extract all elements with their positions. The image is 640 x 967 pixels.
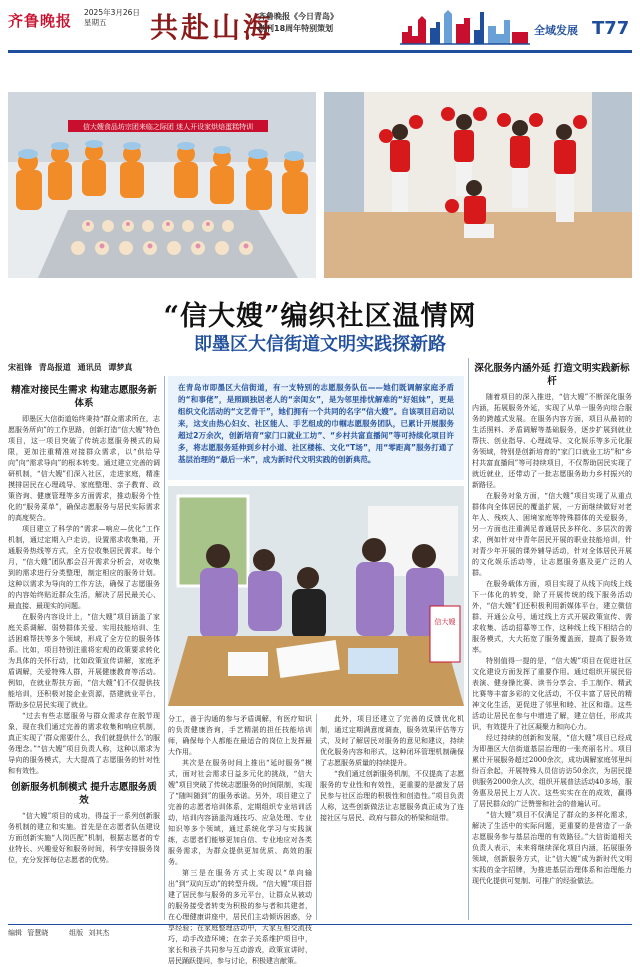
section-heading-1: 精准对接民生需求 构建志愿服务新体系: [11, 385, 157, 409]
section-heading-3: 深化服务内涵外延 打造文明实践新标杆: [474, 363, 630, 387]
paragraph: 在服务载体方面，项目实现了从线下向线上线下一体化的转变，除了开展传统的线下服务活动外，“信大嫂”们还积极利用新媒体平台，建立微信群、开通公众号，通过线上方式开展政策宣传、需求收集、活动招募等工作，这种线上线下相结合的服务模式，大大拓宽了服务覆盖面，提高了服务效率。: [472, 580, 632, 654]
paragraph: “我们通过创新服务机制，不仅提高了志愿服务的专业性和有效性，更重要的是激发了居民参与社区治理的积极性和创造性。”项目负责人称，这些创新做法让志愿服务真正成为了连接社区与居民、政府与群众的桥梁和纽带。: [320, 770, 464, 822]
volunteer-sign: 信大嫂: [434, 618, 456, 626]
photo-volunteers-meeting: [168, 486, 464, 706]
photo-banner-text: 信大嫂食品坊宗团来临之际团 迷人开设家烘焙蛋糕特训: [82, 123, 254, 131]
paragraph: 特别值得一提的是，“信大嫂”项目在促进社区文化建设方面发挥了重要作用。通过组织开展民俗表演、健身操比赛、读书分享会、手工制作、精武比赛等丰富多彩的文化活动，不仅丰富了居民的精神文化生活，更促进了邻里和睦、社区和谐。这些活动让居民在参与中增进了解，建立信任，形成共识，有效提升了社区凝聚力和向心力。: [472, 657, 632, 731]
paragraph: 经过持续的创新和发展，“信大嫂”项目已经成为即墨区大信街道基层治理的一张亮丽名片。项目累计开展服务超过2000余次，成功调解家庭邻里纠纷百余起，开展特殊人员信访访50余次，为居民提供服务2000余人次，组织开展普法活动40多场，服务惠及居民上万人次。这些实实在在的成效，赢得了居民群众的广泛赞誉和社会的普遍认可。: [472, 734, 632, 808]
article-byline: 宋祖锋 青岛报道 通讯员 谭梦真: [8, 363, 133, 372]
article-subtitle: 即墨区大信街道文明实践探新路: [194, 334, 446, 355]
section-heading-2: 创新服务机制模式 提升志愿服务质效: [11, 782, 157, 806]
column-divider: [316, 714, 317, 920]
masthead-title: 共赴山海: [150, 11, 275, 44]
masthead-sub-line1: 齐鲁晚报《今日青岛》: [258, 12, 338, 21]
column-1: [8, 380, 160, 920]
column-3: [320, 714, 464, 920]
header-rule: [8, 50, 632, 53]
paragraph: 其次是在服务时间上推出“延时服务”模式，面对社会需求日益多元化的挑战，“信大嫂”项目突破了传统志愿服务的时间限制，实现了“随叫随到”的服务承诺。另外，项目建立了完善的志愿者培训体系，定期组织专业培训活动，培训内容涵盖沟通技巧、应急处理、专业知识等多个领域，通过系统化学习与实践演练，志愿者们能够更加自信、专业地应对各类服务需求，为群众提供更加优质、高效的服务。: [168, 759, 312, 866]
layout-credit: 组版 刘其杰: [69, 929, 110, 937]
article-title: “信大嫂”编织社区温情网: [163, 301, 477, 332]
masthead-sub-line2: 创刊18周年特别策划: [258, 24, 334, 33]
editor-credit: 编辑 管慧晓: [8, 929, 49, 937]
photo-baking-class: [8, 92, 316, 278]
paragraph: 随着项目的深入推进，“信大嫂”不断深化服务内涵，拓展服务外延，实现了从单一服务向综合服务的跨越式发展。在服务内容方面，项目从最初的生活照料、矛盾调解等基础服务，逐步扩展到就业帮扶、创业指导、心理疏导、文化娱乐等多元化服务领域，特别是创新培育的“家门口就业工坊”和“乡村共富直播间”等可持续项目，不仅帮助居民实现了就近就业，还带动了一批志愿服务助力乡村振兴的新路径。: [472, 393, 632, 489]
paragraph: 项目建立了科学的“需求—响应—优化”工作机制，通过定期入户走访，设置需求收集箱，开通服务热线等方式，全方位收集居民需求。每个月，“信大嫂”团队都会召开需求分析会，对收集到的需求进行分类整理，制定相应的服务计划。这种以需求为导向的工作方法，确保了志愿服务的内容始终贴近群众生活，解决了居民最关心、最直接、最现实的问题。: [8, 525, 160, 610]
paragraph: 第三是在服务方式上实现以“单向输出”到“双向互动”的转型升级。“信大嫂”项目搭建了居民参与服务的多元平台，让群众从被动的服务接受者转变为积极的参与者和共建者，在心理健康讲座中，居民们主动倾诉困惑，分享经验；在家庭整理活动中，大家互相交流技巧，动手改造环境；在亲子关系维护项目中，家长和孩子共同参与互动游戏，政策宣讲时，居民踊跃提问，参与讨论，积极建言献策。: [168, 869, 312, 965]
article-lead: 在青岛市即墨区大信街道，有一支特别的志愿服务队伍——她们既调解家庭矛盾的“和事佬”，是照顾独居老人的“亲闺女”，是为邻里排忧解难的“好姐妹”，更是组织文化活动的“文艺骨干”，她们拥有一个共同的名字“信大嫂”。自该项目启动以来，这支由热心妇女、社区能人、手艺组成的巾帼志愿服务团队，已累计开展服务超过2万余次，创新培育“家门口就业工坊”、“乡村共富直播间”等可持续化项目许多，将志愿服务延伸到乡村小道、社区楼栋、文化“T场”，用“零距离”服务打通了基层治理的“最后一米”，成为新时代文明实践的创新典范。: [168, 376, 464, 480]
section-name: 全域发展: [534, 24, 578, 37]
masthead-subtitle: [258, 11, 338, 35]
page-number: T77: [592, 18, 630, 39]
paragraph: 此外，项目还建立了完善的反馈优化机制，通过定期满意度调查，服务效果评估等方式，及时了解居民对服务的意见和建议，持续优化服务内容和形式，这种闭环管理机制确保了志愿服务质量的持续提升。: [320, 715, 464, 767]
paragraph: “过去有些志愿服务与群众需求存在脱节现象，现在我们通过完善的需求收集和响应机制，真正实现了‘群众需要什么，我们就提供什么’的服务理念。”“信大嫂”项目负责人称，这种以需求为导向的服务模式，大大提高了志愿服务的针对性和有效性。: [8, 712, 160, 775]
city-skyline-icon: [400, 6, 530, 46]
paragraph: “信大嫂”项目不仅满足了群众的多样化需求，解决了生活中的实际问题，更重要的是营造了一条志愿服务参与基层治理的有效路径。”大信街道相关负责人表示，未来将继续深化项目内涵，拓展服务领域，创新服务方式，让“信大嫂”成为新时代文明实践的金字招牌，为推进基层治理体系和治理能力现代化提供可复制、可推广的经验做法。: [472, 811, 632, 885]
issue-date: [84, 8, 140, 28]
column-divider: [164, 376, 165, 920]
column-divider: [468, 358, 469, 920]
page-footer: [8, 924, 632, 938]
paragraph: 在服务内容设计上，“信大嫂”项目涵盖了家庭关系调解、弱势群体关爱、实用技能培训、生活困难帮扶等多个领域，形成了全方位的服务体系。比如，项目特别注重将宏观的政策要求转化为具体的关怀行动，比如政策宣传讲解，家庭矛盾调解，关爱特殊人群，开展健康教育等活动。例如，在就业帮扶方面，“信大嫂”们不仅提供技能培训，还积极对接企业资源，搭建就业平台，帮助多位居民实现了就业。: [8, 613, 160, 709]
paragraph: 分工，善于沟通的参与矛盾调解，有医疗知识的负责健康咨询，手艺精湛的担任技能培训师，确保每个人都能在最适合的岗位上发挥最大作用。: [168, 715, 312, 756]
column-4: [472, 358, 632, 920]
newspaper-logo: 齐鲁晚报: [8, 12, 73, 30]
date-text: 2025年3月26日: [84, 8, 140, 17]
paragraph: 在服务对象方面，“信大嫂”项目实现了从重点群体向全体居民的覆盖扩展，一方面继续做好对老年人、残疾人、困境家庭等特殊群体的关爱服务，另一方面也注重满足普通居民多样化、多层次的需求，例如针对中青年居民开展的职业技能培训，针对青少年开展的课外辅导活动，针对全体居民开展的文化娱乐活动等，让志愿服务惠及更广泛的人群。: [472, 492, 632, 577]
paragraph: 即墨区大信街道始终秉持“群众需求所在，志愿服务所向”的工作思路，创新打造“信大嫂”特色项目，这一项目突破了传统志愿服务模式的局限，更加注重精准对接群众需求，以“供给导向”向“需求导向”的根本转变。通过建立完善的调研机制，“信大嫂”们深入社区，走进家庭，精准摸排居民在心理疏导、家庭整理、亲子教育、政策咨询、健康管理等多方面需求，推动服务个性化的“服务菜单”，确保志愿服务与居民实际需求的高度契合。: [8, 415, 160, 522]
page-header: [0, 0, 640, 62]
weekday-text: 星期五: [84, 18, 107, 27]
column-2: [168, 714, 312, 965]
paragraph: “信大嫂”项目的成功，得益于一系列创新服务机制的建立和实施。首先是在志愿者队伍建设方面创新实施“人岗匹配”机制，根据志愿者的专业特长、兴趣爱好和服务时间，科学安排服务岗位，充分发挥每位志愿者的优势。: [8, 812, 160, 864]
photo-dance-performance: [324, 92, 632, 278]
